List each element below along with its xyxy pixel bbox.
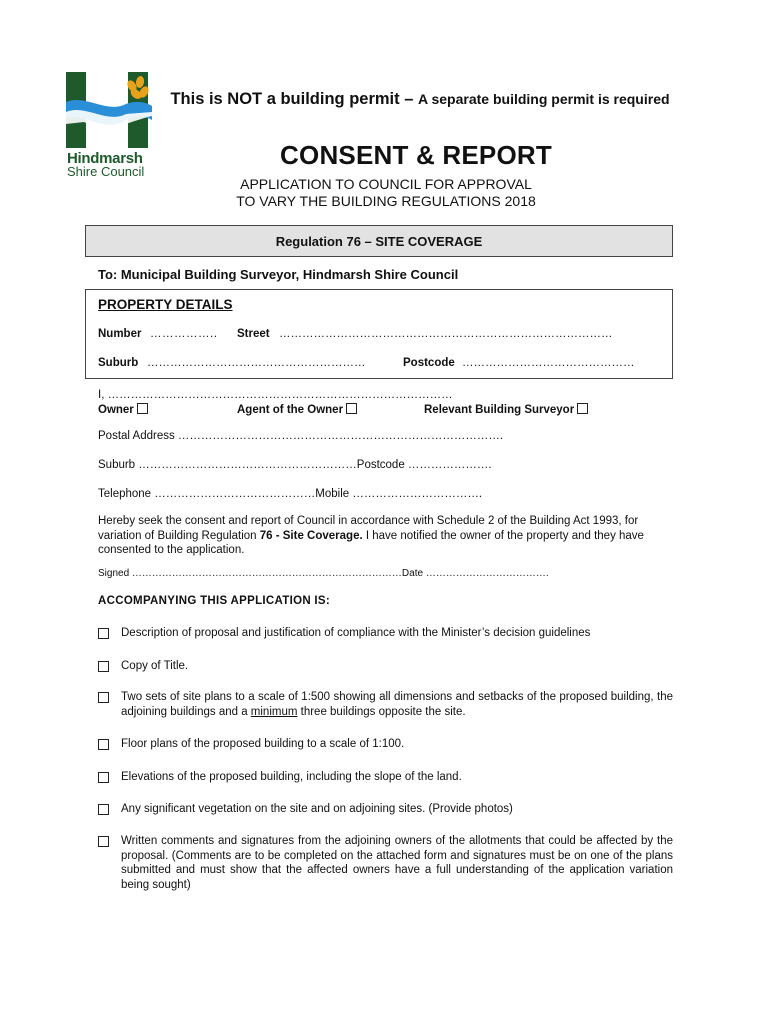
checkbox[interactable] [98,692,109,703]
checklist-item-description[interactable] [98,626,673,641]
hindmarsh-h-logo-icon [66,72,156,150]
signed-date-field[interactable]: Signed ………………………………………………………………………Date ………………………………. [98,568,549,579]
subtitle [160,176,612,210]
suburb-label: Suburb [98,357,139,369]
checkbox[interactable] [98,804,109,815]
street-label: Street [237,328,270,340]
item-text [121,690,673,719]
subtitle-line-2: TO VARY THE BUILDING REGULATIONS 2018 [236,193,536,209]
number-label: Number [98,328,142,340]
subtitle-line-1: APPLICATION TO COUNCIL FOR APPROVAL [240,176,532,192]
checklist-item-title[interactable] [98,659,673,674]
notice-dash: – [399,90,418,108]
item-text: Elevations of the proposed building, including the slope of the land. [121,771,462,783]
logo-line-2: Shire Council [67,164,145,179]
owner-label: Owner [98,404,134,416]
owner-option[interactable] [98,403,148,416]
item-text: Floor plans of the proposed building to a scale of 1:100. [121,738,405,750]
suburb-field[interactable]: ………………………………………………… [147,357,366,369]
postal-address-field[interactable]: Postal Address …………………………………………………………………………. [98,430,504,442]
item-text: Any significant vegetation on the site and on adjoining sites. (Provide photos) [121,803,513,815]
postcode-label: Postcode [403,357,455,369]
declaration-text [98,514,658,558]
checklist-item-floor-plans[interactable] [98,737,673,752]
checklist-item-site-plans[interactable] [98,690,673,719]
item-text: Description of proposal and justification of compliance with the Minister’s decision guidelines [121,627,591,639]
permit-notice [160,90,680,109]
number-field[interactable]: …………….. [150,328,218,340]
item-text-underlined: minimum [250,705,298,718]
declaration-part-2: I have notified the owner of the property and they have consented to the application. [98,529,644,556]
item-text: Copy of Title. [121,660,189,672]
checklist-item-vegetation[interactable] [98,802,673,817]
checkbox[interactable] [98,628,109,639]
checkbox[interactable] [98,772,109,783]
checklist-item-elevations[interactable] [98,770,673,785]
owner-checkbox[interactable] [137,403,148,414]
page-title: CONSENT & REPORT [280,140,552,170]
surveyor-checkbox[interactable] [577,403,588,414]
agent-option[interactable] [237,403,357,416]
property-details-heading: PROPERTY DETAILS [98,297,233,312]
item-text: Written comments and signatures from the adjoining owners of the allotments that could be affected by the proposal. (Comments are to be completed on the attached form and signatures must be on one of the plans submitted and must show that the affected owners have a full understanding of the application variation being sought) [121,835,673,891]
declaration-part-1: Hereby seek the consent and report of Council in accordance with Schedule 2 of the Building Act 1993, for variation of Building Regulation [98,515,639,542]
checkbox[interactable] [98,836,109,847]
street-field[interactable]: …………………………………………………………………………… [279,328,613,340]
checkbox[interactable] [98,661,109,672]
telephone-mobile-field[interactable]: Telephone ……………………………………Mobile ……………………………. [98,488,483,500]
checklist-item-comments[interactable] [98,834,673,892]
addressee-line: To: Municipal Building Surveyor, Hindmarsh Shire Council [98,267,459,282]
checkbox[interactable] [98,739,109,750]
item-text-a: Two sets of site plans to a scale of 1:500 showing all dimensions and setbacks of the proposed building, the adjoining buildings and a [121,691,673,718]
accompanying-heading: ACCOMPANYING THIS APPLICATION IS: [98,595,331,607]
suburb-postcode-field[interactable]: Suburb …………………………………………………Postcode …………………. [98,459,492,471]
notice-rest: A separate building permit is required [418,91,670,107]
item-text-b: three buildings opposite the site. [297,705,466,718]
agent-checkbox[interactable] [346,403,357,414]
surveyor-option[interactable] [424,403,588,416]
logo-line-1: Hindmarsh [67,150,143,167]
surveyor-label: Relevant Building Surveyor [424,404,575,416]
applicant-name-field[interactable]: I, ……………………………………………………………………………… [98,389,453,401]
regulation-banner: Regulation 76 – SITE COVERAGE [85,225,673,257]
notice-lead: This is NOT a building permit [170,90,400,108]
postcode-field[interactable]: ……………………………………… [462,357,635,369]
declaration-bold: 76 - Site Coverage. [259,529,363,542]
agent-label: Agent of the Owner [237,404,344,416]
